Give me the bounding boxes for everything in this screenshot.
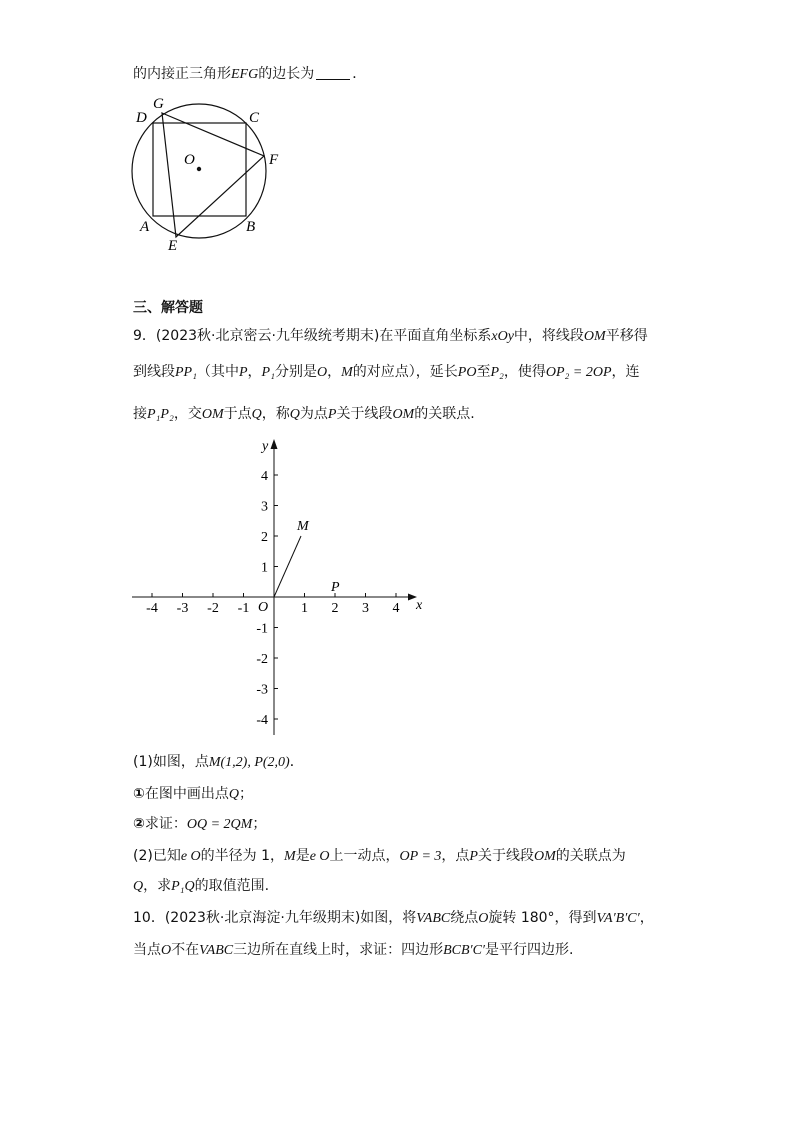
math-q: Q — [251, 407, 262, 422]
point-m-label: M — [297, 519, 309, 534]
text: 的边长为 — [258, 66, 315, 82]
text: ，求 — [143, 878, 172, 894]
text: ，点 — [441, 848, 470, 864]
label-o: O — [184, 152, 195, 168]
y-tick-label: -4 — [256, 713, 268, 728]
text: 求证： — [144, 816, 187, 832]
math-p: P — [327, 407, 337, 422]
problem9-line3 — [133, 404, 475, 425]
text: ， — [247, 364, 262, 380]
label-b: B — [246, 219, 256, 235]
text: 是平行四边形. — [485, 942, 574, 958]
text: （其中 — [196, 364, 239, 380]
y-tick-label: 2 — [261, 530, 268, 545]
math-o: O — [161, 943, 172, 958]
math-q: Q — [228, 787, 239, 802]
text: ，连 — [611, 364, 640, 380]
text: 的半径为 1， — [200, 848, 285, 864]
text: ，交 — [173, 406, 202, 422]
text: 三边所在直线上时，求证：四边形 — [233, 942, 444, 958]
coordinate-plane-figure — [126, 430, 426, 745]
math-xoy: xOy — [491, 329, 514, 344]
text: 如图，将 — [360, 910, 417, 926]
label-c: C — [249, 110, 260, 126]
math-o: O — [316, 365, 328, 380]
triangle-name: EFG — [231, 67, 259, 82]
math-triangle: VA′B′C′ — [596, 911, 640, 926]
y-tick-label: 1 — [261, 560, 268, 576]
problem10-line1 — [133, 908, 654, 929]
text: (1)如图，点 — [133, 754, 209, 770]
text: 至 — [476, 364, 491, 380]
problem10-line2 — [133, 940, 573, 961]
part2-line2 — [133, 876, 269, 897]
math-p: P — [469, 849, 478, 864]
math-equation: OP₂ = 2OP — [545, 365, 612, 380]
math-om: OM — [392, 407, 415, 422]
sub-marker: ② — [133, 816, 145, 832]
problem-source: (2023秋·北京密云·九年级统考期末) — [155, 328, 380, 344]
label-d: D — [136, 110, 147, 126]
origin-label: O — [258, 600, 269, 615]
sub2-line — [133, 814, 266, 835]
x-tick-label: -1 — [237, 601, 250, 616]
y-tick-label: -1 — [256, 621, 268, 637]
text: 的对应点），延长 — [352, 364, 458, 380]
text: 到线段 — [133, 364, 175, 380]
sub1-line — [133, 784, 253, 805]
math-p1q: P₁Q — [171, 879, 195, 894]
math-coordinates: M(1,2), P(2,0) — [208, 755, 290, 770]
x-tick-label: 4 — [392, 601, 400, 616]
label-f: F — [269, 152, 279, 168]
label-a: A — [140, 219, 150, 235]
text: 上一动点， — [329, 848, 400, 864]
text: 当点 — [133, 942, 161, 958]
label-e: E — [168, 238, 178, 254]
math-equation: OQ = 2QM — [186, 817, 253, 832]
center-point — [197, 167, 201, 171]
text: 绕点 — [450, 910, 479, 926]
math-om: OM — [201, 407, 224, 422]
math-equation: OP = 3 — [399, 849, 442, 864]
math-triangle: VABC — [199, 943, 234, 958]
text: 的内接正三角形 — [133, 66, 231, 82]
text: ； — [252, 816, 267, 832]
y-tick-label: -3 — [256, 682, 268, 698]
text: 为点 — [299, 406, 328, 422]
math-quadrilateral: BCB′C′ — [443, 943, 485, 958]
text: ． — [352, 66, 367, 82]
math-p2: P₂ — [490, 365, 504, 380]
y-axis-label: y — [262, 439, 269, 454]
text: 的取值范围. — [194, 878, 270, 894]
math-m: M — [284, 849, 296, 864]
y-tick-group — [256, 469, 278, 728]
sub-marker: ① — [133, 786, 145, 802]
text: 中，将线段 — [513, 328, 584, 344]
text: 平移得 — [605, 328, 648, 344]
x-axis-label: x — [416, 598, 423, 613]
y-tick-label: 4 — [261, 469, 268, 484]
x-tick-label: 2 — [331, 601, 339, 616]
problem9-line1 — [133, 326, 648, 347]
text: 的关联点. — [414, 406, 475, 422]
text: 在平面直角坐标系 — [379, 328, 492, 344]
text: ； — [238, 786, 253, 802]
part2-line1 — [133, 846, 626, 867]
problem-source: (2023秋·北京海淀·九年级期末) — [164, 910, 361, 926]
math-om: OM — [583, 329, 606, 344]
math-p1p2: P₁P₂ — [147, 407, 174, 422]
text: 分别是 — [274, 364, 317, 380]
text: 是 — [295, 848, 310, 864]
text: ，称 — [261, 406, 290, 422]
x-tick-label: -3 — [176, 601, 189, 616]
y-tick-label: -2 — [256, 652, 268, 667]
math-m: M — [341, 365, 353, 380]
y-tick-label: 3 — [261, 499, 268, 515]
segment-om — [274, 536, 301, 597]
text: (2)已知 — [133, 848, 181, 864]
problem-number: 10． — [133, 910, 165, 926]
math-q: Q — [289, 407, 300, 422]
x-tick-label: 1 — [301, 601, 308, 616]
text: 旋转 180°，得到 — [488, 910, 597, 926]
problem-number: 9． — [133, 328, 156, 344]
text: ，使得 — [503, 364, 546, 380]
label-g: G — [153, 96, 164, 112]
text: ， — [327, 364, 342, 380]
math-p1: P₁ — [261, 365, 275, 380]
point-p-label: P — [331, 580, 340, 595]
answer-blank[interactable] — [316, 65, 350, 80]
math-po: PO — [457, 365, 477, 380]
math-circle-o: e O — [180, 849, 201, 864]
math-circle-o: e O — [309, 849, 330, 864]
math-p: P — [238, 365, 248, 380]
y-axis-arrow-icon — [271, 439, 278, 449]
math-q: Q — [133, 879, 144, 894]
x-tick-label: -2 — [207, 601, 219, 616]
problem9-line2 — [133, 362, 640, 383]
section-title: 三、解答题 — [133, 300, 203, 316]
part1-line — [133, 752, 304, 773]
text: 的关联点为 — [555, 848, 626, 864]
text: ， — [639, 910, 654, 926]
text: 接 — [133, 406, 147, 422]
text: 在图中画出点 — [144, 786, 229, 802]
problem8-tail-line — [133, 64, 366, 85]
x-tick-label: 3 — [362, 601, 369, 616]
text: 关于线段 — [336, 406, 393, 422]
text: 于点 — [223, 406, 252, 422]
math-triangle: VABC — [416, 911, 451, 926]
math-pp1: PP₁ — [175, 365, 197, 380]
text: ． — [289, 754, 304, 770]
circle-square-triangle-figure — [126, 92, 286, 254]
math-o: O — [478, 911, 489, 926]
math-om: OM — [533, 849, 556, 864]
text: 关于线段 — [477, 848, 534, 864]
text: 不在 — [171, 942, 200, 958]
x-tick-label: -4 — [146, 601, 158, 616]
x-tick-group — [146, 593, 399, 616]
